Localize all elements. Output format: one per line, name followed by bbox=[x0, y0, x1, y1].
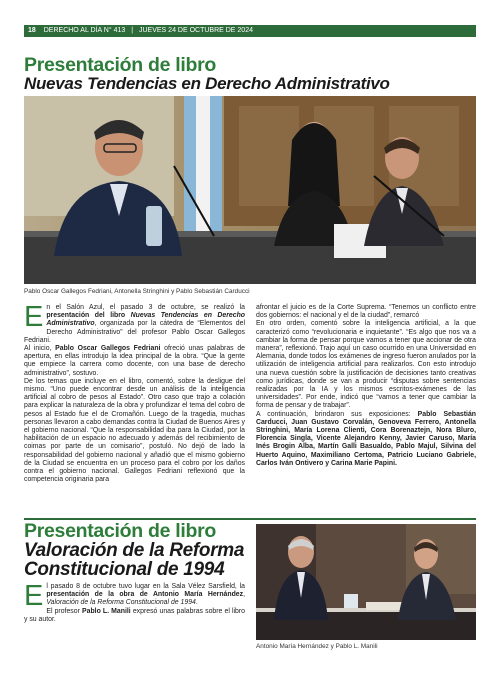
publication-name: DERECHO AL DÍA N° 413 bbox=[43, 27, 126, 34]
article1-left-paragraph-3: De los temas que incluye en el libro, comentó, sobre la desligue del mismo. “Uno puede encontrar desde un análisis de la inteligencia artificial al cobro de pesos al Estado”. Otro caso que trajo a colación para explicar la naturaleza de la obra y profundizar el tema del cobro de pesos al Estado fue el de Cromañón. Luego de la tragedia, muchas personas llevaron a cabo demandas contra la Ciudad de Buenos Aires y el gobierno nacional. “Que la responsabilidad iba para la Ciudad, por la habilitación de un espacio no adecuado y además del recibimiento de coimas por parte de un comisario”, postuló. No dejó de lado la responsabilidad del gobierno nacional y añadió que el mismo gobierno de la Ciudad se encuentra en un proceso para el cobro por los daños contra el gobierno nacional. Gallegos Fedriani reflexionó que la competencia originaria para bbox=[24, 377, 245, 484]
article1-dropcap: E bbox=[24, 301, 44, 333]
article2-photo-caption: Antonio María Hernández y Pablo L. Manili bbox=[256, 643, 378, 650]
header-separator: | bbox=[131, 27, 134, 34]
article1-title: Nuevas Tendencias en Derecho Administrativo bbox=[24, 74, 390, 93]
article2-title-line-1: Valoración de la Reforma bbox=[24, 540, 245, 561]
issue-date: JUEVES 24 DE OCTUBRE DE 2024 bbox=[139, 27, 253, 34]
article2-body bbox=[24, 580, 246, 624]
article2-dropcap: E bbox=[24, 580, 44, 612]
article1-left-paragraph-2: Al inicio, Pablo Oscar Gallegos Fedriani ofreció unas palabras de apertura, en ellas introdujo la idea principal de la obra. “Que la gente que empiece la carrera como docente, con una base de derecho administrativo”, sostuvo. bbox=[24, 345, 245, 377]
article1-column-right bbox=[256, 304, 476, 468]
article2-paragraph-1: l pasado 8 de octubre tuvo lugar en la Sala Vélez Sarsfield, la presentación de la obra de Antonio María Hernández, Valoración de la Reforma Constitucional de 1994. bbox=[46, 583, 245, 607]
article2-title-line-2: Constitucional de 1994 bbox=[24, 559, 225, 580]
article1-left-paragraph-1: n el Salón Azul, el pasado 3 de octubre, se realizó la presentación del libro Nuevas Tendencias en Derecho Administrativo, organizada por la cátedra de “Elementos del Derecho Administrativo” del profesor Pablo Oscar Gallegos Fedriani. bbox=[24, 304, 245, 344]
page-number: 18 bbox=[28, 27, 36, 34]
article1-photo-caption: Pablo Oscar Gallegos Fedriani, Antonella Stringhini y Pablo Sebastián Carducci bbox=[24, 288, 250, 295]
article1-right-paragraph-3: A continuación, brindaron sus exposiciones: Pablo Sebastián Carducci, Juan Gustavo Corvalán, Genoveva Ferrero, Antonella Stringhini, María Lorena Clienti, Cora Borenaztejn, Nora Bluro, Florencia Singla, Vicente Alejandro Kenny, Javier Caruso, María Inés Brogin Alba, Martín Galli Basualdo, Pablo Majul, Silvina del Huerto Aquino, Maximiliano Certoma, Patricio Luciano Gabriele, Carlos Iván Ontivero y Carina Marie Papini. bbox=[256, 410, 476, 467]
article1-right-paragraph-2: En otro orden, comentó sobre la inteligencia artificial, a la que caracterizó como “revolucionaria e inquietante”. “Es algo que nos va a cambiar la forma de pensar porque vamos a tener que accionar de otra manera”, reflexionó. Trajo aquí un caso ocurrido en una Universidad en Alemania, donde todos los exámenes de ingreso fueron anulados por la utilización de inteligencia artificial para realizarlos. Con esto introdujo una nueva cuestión sobre la justificación de decisiones tanto creativas como jurídicas, donde se van a producir “disputas sobre sentencias realizadas por la IA y los mismos escritos-exámenes de las universidades”. Por ende, indicó que “vamos a tener que cambiar la forma de pensar y de trabajar”. bbox=[256, 320, 476, 410]
article1-photo bbox=[24, 96, 476, 284]
article1-right-paragraph-1: afrontar el juicio es de la Corte Suprema. “Tenemos un conflicto entre dos gobiernos: el nacional y el de la ciudad”, remarcó bbox=[256, 304, 476, 320]
article2-kicker: Presentación de libro bbox=[24, 520, 217, 542]
article1-column-left bbox=[24, 301, 245, 484]
article1-kicker: Presentación de libro bbox=[24, 54, 217, 76]
article2-paragraph-2: El profesor Pablo L. Manili expresó unas palabras sobre el libro y su autor. bbox=[24, 607, 246, 623]
page-header-bar bbox=[24, 25, 476, 37]
article2-photo bbox=[256, 524, 476, 640]
